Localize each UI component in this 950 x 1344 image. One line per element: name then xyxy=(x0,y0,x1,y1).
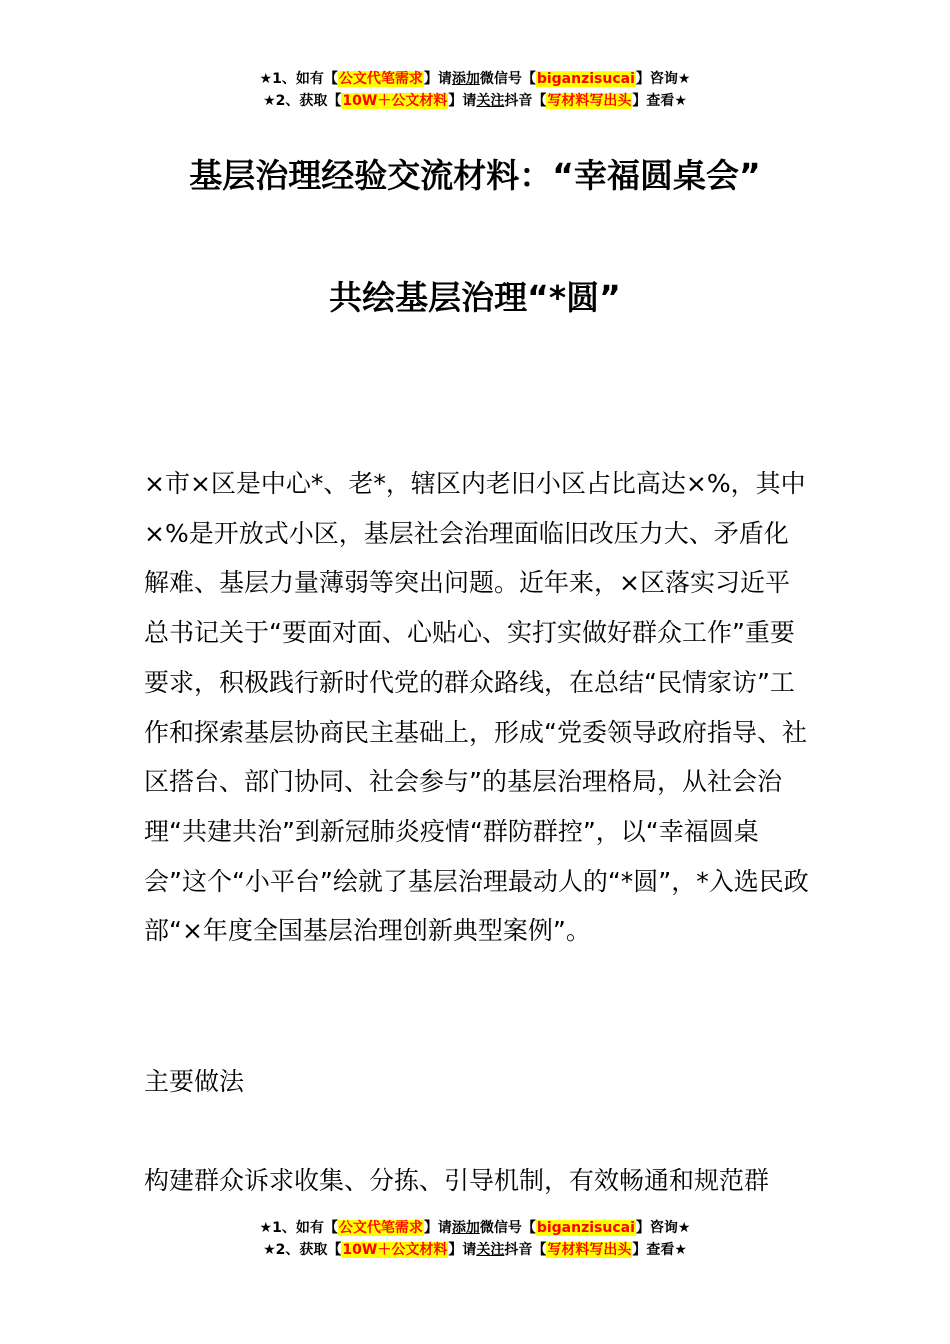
promo-highlight: 写材料写出头 xyxy=(547,93,632,109)
promo-highlight: 公文代笔需求 xyxy=(338,1220,423,1236)
promo-text: 】请 xyxy=(423,1220,452,1236)
footer-promo-banner xyxy=(0,1217,950,1261)
promo-text: 微信号【 xyxy=(479,71,536,87)
promo-text: 】查看★ xyxy=(632,93,687,109)
promo-text: ★2、获取【 xyxy=(263,1242,342,1258)
document-title-line-1: 基层治理经验交流材料：“幸福圆桌会” xyxy=(189,156,761,195)
promo-underlined-text: 添加 xyxy=(451,71,480,87)
promo-highlight: 10W＋公文材料 xyxy=(342,93,448,109)
promo-underlined-text: 添加 xyxy=(451,1220,480,1236)
promo-text: 】咨询★ xyxy=(635,1220,691,1236)
document-title-line-2: 共绘基层治理“*圆” xyxy=(329,278,621,317)
promo-text: 】查看★ xyxy=(632,1242,687,1258)
promo-text: 】咨询★ xyxy=(635,71,691,87)
promo-line-2 xyxy=(0,1239,950,1261)
promo-underlined-text: 关注 xyxy=(476,1242,505,1258)
promo-highlight: 公文代笔需求 xyxy=(338,71,423,87)
promo-text: 】请 xyxy=(423,71,452,87)
promo-text: ★1、如有【 xyxy=(259,1220,338,1236)
section-heading: 主要做法 xyxy=(144,1067,245,1096)
header-promo-banner xyxy=(0,68,950,112)
promo-line-2 xyxy=(0,90,950,112)
promo-highlight: biganzisucai xyxy=(536,1220,635,1236)
promo-highlight: biganzisucai xyxy=(536,71,635,87)
promo-highlight: 10W＋公文材料 xyxy=(342,1242,448,1258)
promo-line-1 xyxy=(0,1217,950,1239)
body-paragraph-method: 构建群众诉求收集、分拣、引导机制，有效畅通和规范群 xyxy=(144,1166,770,1195)
promo-text: 】请 xyxy=(448,93,477,109)
promo-text: ★2、获取【 xyxy=(263,93,342,109)
promo-text: ★1、如有【 xyxy=(259,71,338,87)
body-paragraph-intro: ×市×区是中心*、老*，辖区内老旧小区占比高达×%，其中×%是开放式小区，基层社会治理面临旧改压力大、矛盾化解难、基层力量薄弱等突出问题。近年来，×区落实习近平总书记关于“要面对面、心贴心、实打实做好群众工作”重要要求，积极践行新时代党的群众路线，在总结“民情家访”工作和探索基层协商民主基础上，形成“党委领导政府指导、社区搭台、部门协同、社会参与”的基层治理格局，从社会治理“共建共治”到新冠肺炎疫情“群防群控”，以“幸福圆桌会”这个“小平台”绘就了基层治理最动人的“*圆”，*入选民政部“×年度全国基层治理创新典型案例”。 xyxy=(144,469,809,946)
promo-text: 微信号【 xyxy=(479,1220,536,1236)
promo-text: 抖音【 xyxy=(504,1242,547,1258)
promo-highlight: 写材料写出头 xyxy=(547,1242,632,1258)
promo-text: 】请 xyxy=(448,1242,477,1258)
promo-line-1 xyxy=(0,68,950,90)
promo-text: 抖音【 xyxy=(504,93,547,109)
promo-underlined-text: 关注 xyxy=(476,93,505,109)
